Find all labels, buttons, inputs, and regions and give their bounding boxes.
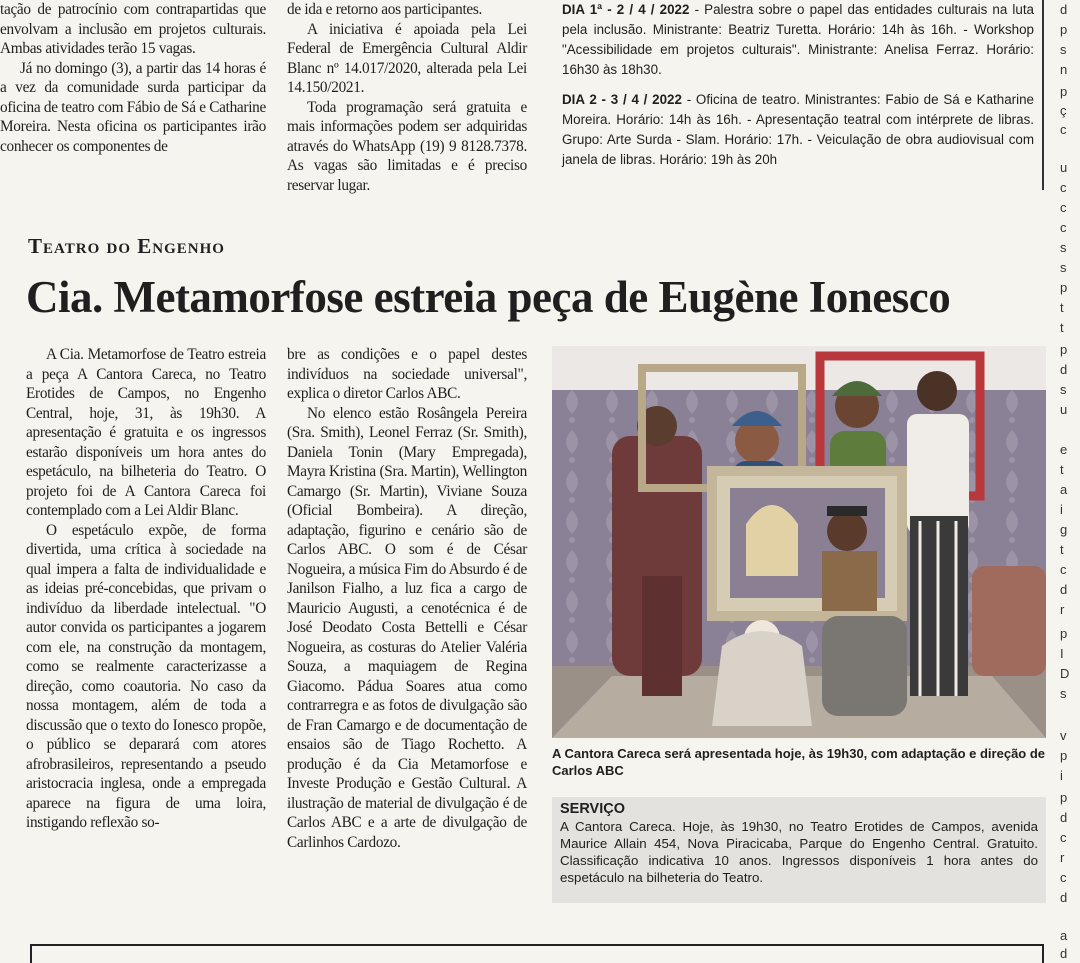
top-col2-paragraph: de ida e retorno aos participantes. xyxy=(287,1,483,18)
fragment-char: d xyxy=(1060,582,1068,597)
top-column-1 xyxy=(0,0,266,156)
schedule-day-1 xyxy=(548,0,1042,80)
top-col2-paragraph: Toda programação será gratuita e mais informações podem ser adquiridas através do WhatsApp (19) 9 8128.7378. As vagas são limitadas e é preciso reservar lugar. xyxy=(287,98,527,194)
fragment-char: t xyxy=(1060,300,1064,315)
fragment-char: p xyxy=(1060,280,1068,295)
fragment-char: d xyxy=(1060,890,1068,905)
fragment-char: d xyxy=(1060,362,1068,377)
fragment-char: t xyxy=(1060,320,1064,335)
headline: Cia. Metamorfose estreia peça de Eugène Ionesco xyxy=(26,272,951,322)
fragment-char: d xyxy=(1060,946,1068,961)
fragment-char: p xyxy=(1060,626,1068,641)
cast-photo-illustration xyxy=(552,346,1046,738)
fragment-char: c xyxy=(1060,122,1067,137)
fragment-char: u xyxy=(1060,160,1068,175)
fragment-char: I xyxy=(1060,646,1064,661)
fragment-char: c xyxy=(1060,200,1067,215)
fragment-char: p xyxy=(1060,748,1068,763)
fragment-char: t xyxy=(1060,462,1064,477)
photo-caption: A Cantora Careca será apresentada hoje, às 19h30, com adaptação e direção de Carlos ABC xyxy=(552,746,1046,778)
fragment-char: c xyxy=(1060,830,1067,845)
fragment-char: r xyxy=(1060,602,1065,617)
fragment-char: n xyxy=(1060,62,1068,77)
fragment-char: a xyxy=(1060,482,1068,497)
article-column-2 xyxy=(287,345,527,852)
schedule-box xyxy=(548,0,1044,190)
schedule-day-1-text: - Palestra sobre o papel das entidades culturais na luta pela inclusão. Ministrante: Beatriz Turetta. Horário: 14h às 16h. - Workshop "Acessibilidade em projetos culturais". Ministrante: Anelisa Ferraz. Horário: 16h30 às 18h30. xyxy=(562,2,1034,77)
article-column-1 xyxy=(26,345,266,833)
top-col2-paragraph: A iniciativa é apoiada pela Lei Federal de Emergência Cultural Aldir Blanc nº 14.017/2020, alterada pela Lei 14.150/2021. xyxy=(287,20,527,96)
schedule-day-1-lead: DIA 1ª - 2 / 4 / 2022 xyxy=(562,2,690,17)
fragment-char: r xyxy=(1060,850,1065,865)
service-box xyxy=(552,797,1046,903)
fragment-char: u xyxy=(1060,402,1068,417)
fragment-char: v xyxy=(1060,728,1067,743)
fragment-char: e xyxy=(1060,442,1068,457)
fragment-char: a xyxy=(1060,928,1068,943)
fragment-char: s xyxy=(1060,260,1067,275)
fragment-char: t xyxy=(1060,542,1064,557)
fragment-char: s xyxy=(1060,686,1067,701)
fragment-char: s xyxy=(1060,382,1067,397)
fragment-char: i xyxy=(1060,768,1063,783)
fragment-char: c xyxy=(1060,870,1067,885)
article-paragraph: A Cia. Metamorfose de Teatro estreia a peça A Cantora Careca, no Teatro Erotides de Campos, no Engenho Central, hoje, 31, às 19h30. A apresentação é gratuita e os ingressos estarão disponíveis um hora antes do espetáculo, na bilheteria do Teatro. O projeto foi de A Cantora Careca foi contemplado com a Lei Aldir Blanc. xyxy=(26,346,266,519)
fragment-char: p xyxy=(1060,22,1068,37)
top-column-2 xyxy=(287,0,527,195)
next-article-box-edge xyxy=(30,944,1044,963)
fragment-char: s xyxy=(1060,240,1067,255)
fragment-char: c xyxy=(1060,562,1067,577)
fragment-char: g xyxy=(1060,522,1068,537)
schedule-day-2-text: - Oficina de teatro. Ministrantes: Fabio de Sá e Katharine Moreira. Horário: 14h às 16h. - Apresentação teatral com intérprete de libras. Grupo: Arte Surda - Slam. Horário: 17h. - Veiculação de obra audiovisual com janela de libras. Horário: 19h às 20h xyxy=(562,92,1034,167)
fragment-char: p xyxy=(1060,84,1068,99)
section-kicker: Teatro do Engenho xyxy=(28,234,225,258)
fragment-char: p xyxy=(1060,790,1068,805)
article-paragraph: bre as condições e o papel destes indivíduos na sociedade universal", explica o diretor Carlos ABC. xyxy=(287,346,527,402)
schedule-day-2-lead: DIA 2 - 3 / 4 / 2022 xyxy=(562,92,682,107)
fragment-char: ç xyxy=(1060,103,1067,118)
service-title: SERVIÇO xyxy=(560,801,626,817)
article-paragraph: O espetáculo expõe, de forma divertida, uma crítica à sociedade na qual impera a falta de individualidade e as ideias pré-concebidas, que privam o indivíduo da liberdade intelectual. "O autor convida os participantes a jogarem com ele, na construção da montagem, como se realmente caracterizasse a direção, como coautoria. No caso da nossa montagem, além de toda a discussão que o texto do Ionesco propõe, o público se deparará com atores afrobrasileiros, representando a pseudo aristocracia inglesa, onde a empregada aparece na figura de uma loira, instigando reflexão so- xyxy=(26,521,266,831)
top-col1-paragraph: Já no domingo (3), a partir das 14 horas é a vez da comunidade surda participar da oficina de teatro com Fábio de Sá e Catharine Moreira. Nesta oficina os participantes irão conhecer os componentes de xyxy=(0,59,266,155)
fragment-char: i xyxy=(1060,502,1063,517)
article-paragraph: No elenco estão Rosângela Pereira (Sra. Smith), Leonel Ferraz (Sr. Smith), Daniela Tonin (Mary Empregada), Mayra Kristina (Sra. Martin), Wellington Camargo (Sr. Martin), Viviane Souza (Oficial Bombeira). A direção, adaptação, figurino e cenário são de Carlos ABC. O som é de César Nogueira, a música Fim do Absurdo é de Janilson Fialho, a luz fica a cargo de Mauricio Augusti, a cenotécnica é de José Deodato Costa Bettelli e César Nogueira, as costuras do Atelier Valéria Souza, a maquiagem de Regina Giacomo. Pádua Soares atua como contrarregra e as fotos de divulgação são de Fran Camargo e de documentação de ensaios são de Tiago Rochetto. A produção é da Cia Metamorfose e Investe Produção e Gestão Cultural. A ilustração de material de divulgação é de Carlos ABC e a arte de divulgação de Carlinhos Cardozo. xyxy=(287,404,527,851)
fragment-char: c xyxy=(1060,220,1067,235)
top-col1-paragraph: tação de patrocínio com contrapartidas que envolvam a inclusão em projetos culturais. Ambas atividades terão 15 vagas. xyxy=(0,1,266,57)
fragment-char: s xyxy=(1060,42,1067,57)
cast-photo xyxy=(552,346,1046,738)
fragment-char: d xyxy=(1060,810,1068,825)
fragment-char: p xyxy=(1060,342,1068,357)
schedule-day-2 xyxy=(548,90,1042,170)
service-text: A Cantora Careca. Hoje, às 19h30, no Teatro Erotides de Campos, avenida Maurice Allain 454, Nova Piracicaba, Parque do Engenho Central. Gratuito. Classificação indicativa 10 anos. Ingressos disponíveis 1 hora antes do espetáculo na bilheteria do Teatro. xyxy=(560,819,1038,885)
fragment-char: c xyxy=(1060,180,1067,195)
fragment-char: d xyxy=(1060,2,1068,17)
fragment-char: D xyxy=(1060,666,1070,681)
